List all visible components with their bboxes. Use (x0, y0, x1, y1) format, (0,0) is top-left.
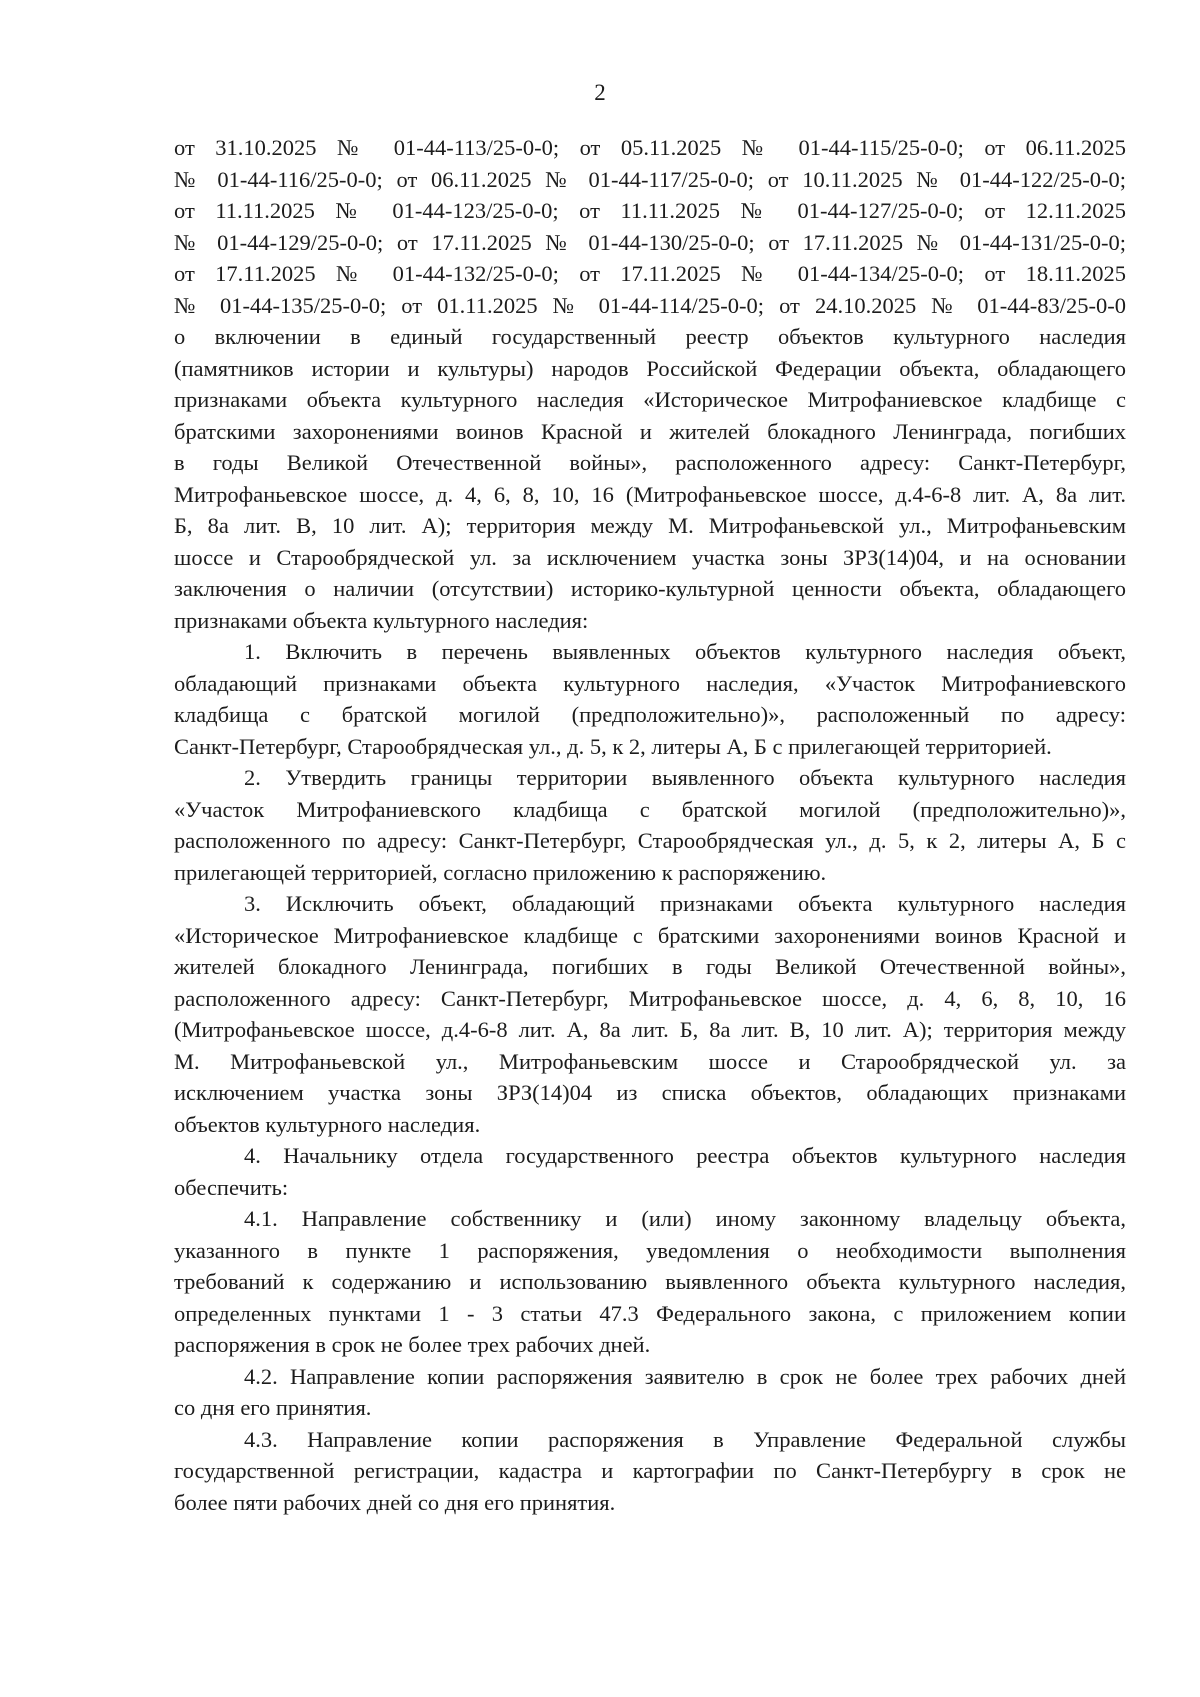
text-line: государственной регистрации, кадастра и картографии по Санкт-Петербургу в срок не (174, 1458, 1126, 1483)
paragraph-item-4-2 (174, 1361, 1126, 1424)
text-line: жителей блокадного Ленинграда, погибших в годы Великой Отечественной войны», (174, 954, 1126, 979)
text-line: более пяти рабочих дней со дня его принятия. (174, 1489, 616, 1515)
text-line: определенных пунктами 1 - 3 статьи 47.3 Федерального закона, с приложением копии (174, 1300, 1126, 1326)
text-line: № 01-44-129/25-0-0; от 17.11.2025 № 01-44-130/25-0-0; от 17.11.2025 № 01-44-131/25-0-0; (174, 229, 1126, 255)
text-line: указанного в пункте 1 распоряжения, уведомления о необходимости выполнения (174, 1237, 1126, 1263)
paragraph-item-4-1 (174, 1203, 1126, 1361)
document-body (174, 132, 1126, 1518)
text-line: Санкт-Петербург, Старообрядческая ул., д. 5, к 2, литеры А, Б с прилегающей территорией. (174, 733, 1052, 759)
text-line: требований к содержанию и использованию выявленного объекта культурного наследия, (174, 1269, 1126, 1294)
text-line: объектов культурного наследия. (174, 1111, 481, 1137)
text-line: 4.2. Направление копии распоряжения заявителю в срок не более трех рабочих дней (244, 1363, 1126, 1389)
text-line: (памятников истории и культуры) народов Российской Федерации объекта, обладающего (174, 355, 1126, 381)
paragraph-item-1 (174, 636, 1126, 762)
text-line: в годы Великой Отечественной войны», расположенного адресу: Санкт-Петербург, (174, 450, 1126, 475)
paragraph-item-3 (174, 888, 1126, 1140)
text-line: 4.1. Направление собственнику и (или) иному законному владельцу объекта, (244, 1206, 1126, 1231)
text-line: № 01-44-116/25-0-0; от 06.11.2025 № 01-44-117/25-0-0; от 10.11.2025 № 01-44-122/25-0-0; (174, 166, 1126, 192)
text-line: обеспечить: (174, 1174, 289, 1200)
text-line: «Участок Митрофаниевского кладбища с братской могилой (предположительно)», (174, 796, 1126, 822)
text-line: со дня его принятия. (174, 1395, 372, 1420)
text-line: № 01-44-135/25-0-0; от 01.11.2025 № 01-44-114/25-0-0; от 24.10.2025 № 01-44-83/25-0-0 (174, 292, 1126, 318)
text-line: Б, 8а лит. В, 10 лит. А); территория между М. Митрофаньевской ул., Митрофаньевским (174, 513, 1126, 538)
text-line: 4. Начальнику отдела государственного реестра объектов культурного наследия (244, 1143, 1126, 1168)
text-line: 4.3. Направление копии распоряжения в Управление Федеральной службы (244, 1426, 1126, 1452)
text-line: признаками объекта культурного наследия: (174, 607, 589, 633)
text-line: Митрофаньевское шоссе, д. 4, 6, 8, 10, 16 (Митрофаньевское шоссе, д.4-6-8 лит. А, 8а лит. (174, 481, 1126, 507)
paragraph-item-2 (174, 762, 1126, 888)
text-line: от 31.10.2025 № 01-44-113/25-0-0; от 05.11.2025 № 01-44-115/25-0-0; от 06.11.2025 (174, 135, 1126, 160)
page-number: 2 (594, 80, 606, 105)
text-line: прилегающей территорией, согласно приложению к распоряжению. (174, 859, 827, 885)
text-line: кладбища с братской могилой (предположительно)», расположенный по адресу: (174, 702, 1126, 727)
text-line: (Митрофаньевское шоссе, д.4-6-8 лит. А, 8а лит. Б, 8а лит. В, 10 лит. А); территория между (174, 1017, 1126, 1042)
text-line: расположенного по адресу: Санкт-Петербург, Старообрядческая ул., д. 5, к 2, литеры А, Б с (174, 828, 1126, 853)
text-line: 2. Утвердить границы территории выявленного объекта культурного наследия (244, 765, 1126, 790)
paragraph-item-4 (174, 1140, 1126, 1203)
text-line: шоссе и Старообрядческой ул. за исключением участка зоны ЗРЗ(14)04, и на основании (174, 544, 1126, 570)
paragraph-item-4-3 (174, 1424, 1126, 1519)
text-line: распоряжения в срок не более трех рабочих дней. (174, 1332, 651, 1357)
text-line: исключением участка зоны ЗРЗ(14)04 из списка объектов, обладающих признаками (174, 1080, 1126, 1105)
text-line: М. Митрофаньевской ул., Митрофаньевским шоссе и Старообрядческой ул. за (174, 1048, 1126, 1074)
text-line: признаками объекта культурного наследия «Историческое Митрофаниевское кладбище с (174, 387, 1126, 412)
text-line: «Историческое Митрофаниевское кладбище с братскими захоронениями воинов Красной и (174, 922, 1126, 948)
text-line: расположенного адресу: Санкт-Петербург, Митрофаньевское шоссе, д. 4, 6, 8, 10, 16 (174, 985, 1126, 1011)
text-line: 3. Исключить объект, обладающий признаками объекта культурного наследия (244, 891, 1126, 916)
text-line: обладающий признаками объекта культурного наследия, «Участок Митрофаниевского (174, 670, 1126, 696)
text-line: от 17.11.2025 № 01-44-132/25-0-0; от 17.11.2025 № 01-44-134/25-0-0; от 18.11.2025 (174, 261, 1126, 286)
text-line: от 11.11.2025 № 01-44-123/25-0-0; от 11.11.2025 № 01-44-127/25-0-0; от 12.11.2025 (174, 198, 1126, 223)
text-line: братскими захоронениями воинов Красной и жителей блокадного Ленинграда, погибших (174, 418, 1126, 444)
text-line: заключения о наличии (отсутствии) историко-культурной ценности объекта, обладающего (174, 576, 1126, 601)
paragraph-preamble (174, 132, 1126, 636)
text-line: 1. Включить в перечень выявленных объектов культурного наследия объект, (244, 639, 1126, 664)
text-line: о включении в единый государственный реестр объектов культурного наследия (174, 324, 1126, 349)
